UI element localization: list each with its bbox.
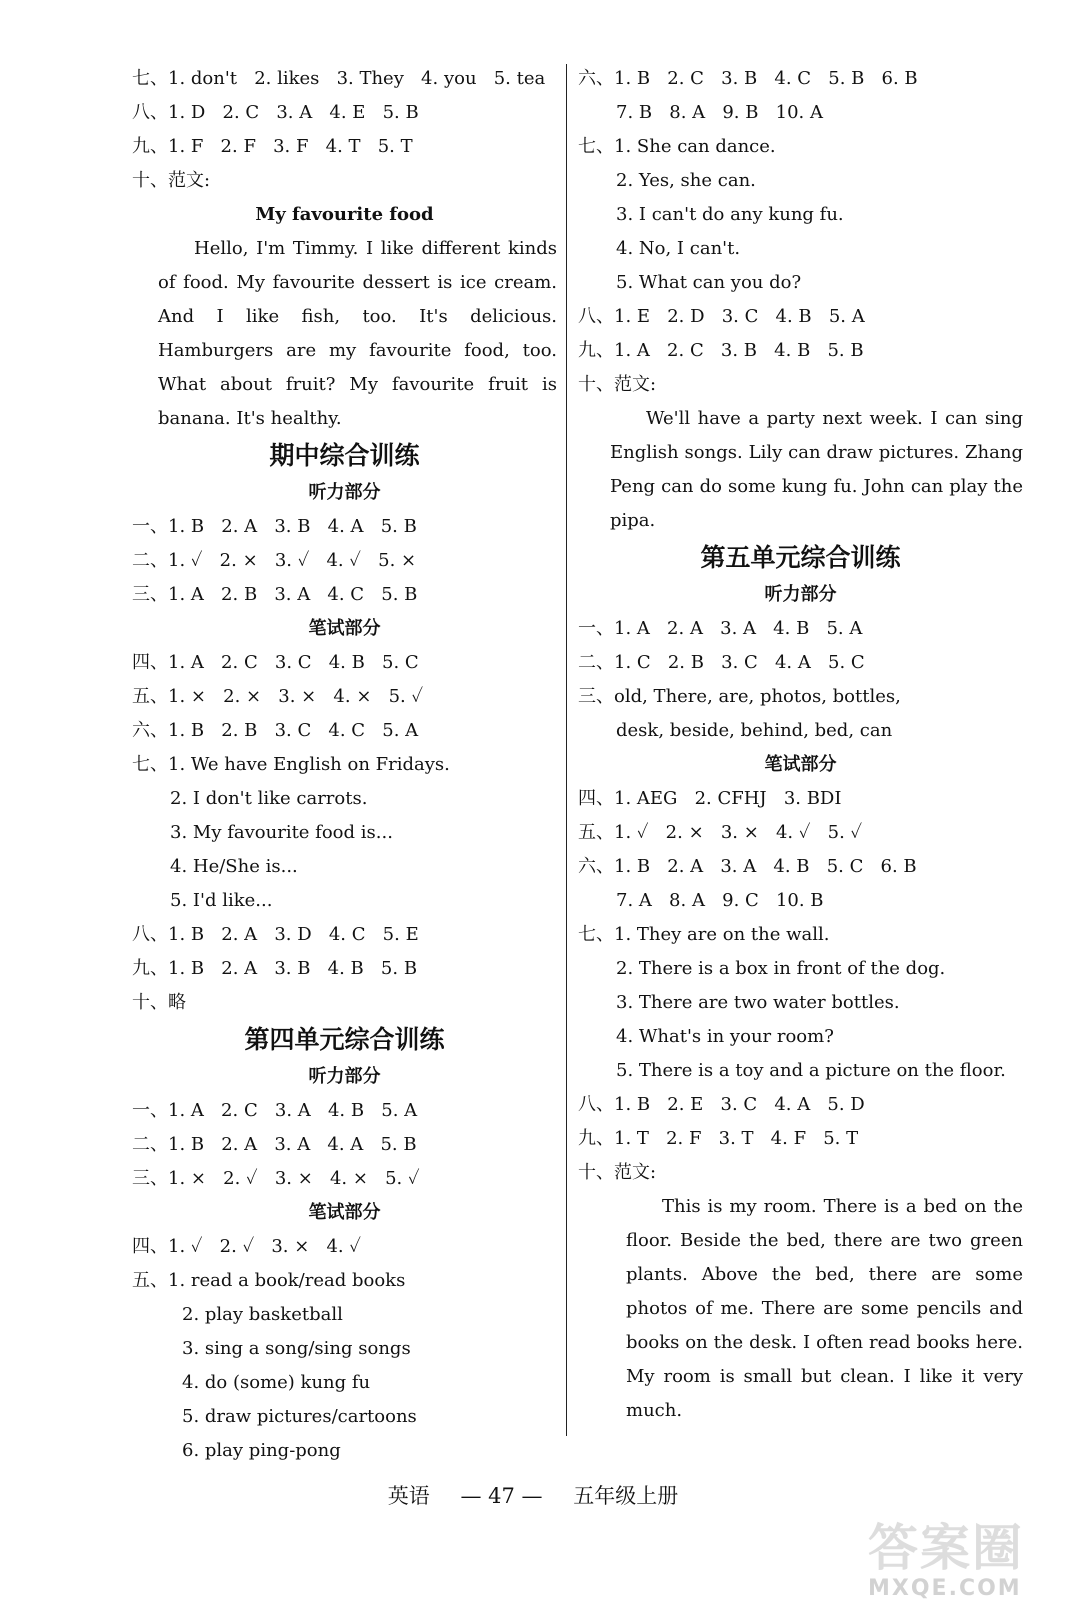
answer-line: 四、1. AEG 2. CFHJ 3. BDI — [578, 788, 842, 809]
page-number: — 47 — — [460, 1484, 543, 1508]
watermark-site: MXQE.COM — [868, 1576, 1022, 1601]
answer-line: desk, beside, behind, bed, can — [616, 720, 893, 741]
answer-line: 五、1. × 2. × 3. × 4. × 5. ✓ — [132, 686, 424, 707]
page-footer — [0, 1480, 1066, 1510]
answer-line: 五、1. read a book/read books — [132, 1270, 406, 1291]
subsection-title: 笔试部分 — [308, 1202, 381, 1223]
subsection-title: 笔试部分 — [308, 618, 381, 639]
subsection-title: 听力部分 — [308, 1066, 381, 1087]
answer-line: 5. draw pictures/cartoons — [182, 1406, 417, 1427]
answer-line: 七、1. They are on the wall. — [578, 924, 830, 945]
answer-line: 二、1. B 2. A 3. A 4. A 5. B — [132, 1134, 417, 1155]
footer-grade: 五年级上册 — [573, 1484, 679, 1508]
answer-line: 4. do (some) kung fu — [182, 1372, 371, 1393]
answer-line: 十、范文: — [132, 170, 211, 191]
answer-line: 5. I'd like... — [170, 890, 273, 911]
essay-title: My favourite food — [255, 204, 434, 225]
essay-paragraph: We'll have a party next week. I can sing English songs. Lily can draw pictures. Zhang Peng can do some kung fu. John can play the pipa. — [610, 408, 1023, 531]
answer-line: 八、1. E 2. D 3. C 4. B 5. A — [578, 306, 865, 327]
answer-line: 六、1. B 2. A 3. A 4. B 5. C 6. B — [578, 856, 917, 877]
subsection-title: 听力部分 — [764, 584, 837, 605]
answer-line: 七、1. She can dance. — [578, 136, 776, 157]
answer-line: 八、1. D 2. C 3. A 4. E 5. B — [132, 102, 419, 123]
answer-line: 5. What can you do? — [616, 272, 802, 293]
answer-line: 七、1. don't 2. likes 3. They 4. you 5. tea — [132, 68, 546, 89]
answer-line: 一、1. A 2. A 3. A 4. B 5. A — [578, 618, 863, 639]
answer-line: 7. A 8. A 9. C 10. B — [616, 890, 824, 911]
answer-line: 4. He/She is... — [170, 856, 298, 877]
answer-line: 2. play basketball — [182, 1304, 343, 1325]
answer-line: 九、1. A 2. C 3. B 4. B 5. B — [578, 340, 864, 361]
answer-line: 八、1. B 2. A 3. D 4. C 5. E — [132, 924, 419, 945]
essay-paragraph: This is my room. There is a bed on the floor. Beside the bed, there are two green plants. Above the bed, there are some photos of me. There are some pencils and books on the desk. I often read books here. My room is small but clean. I like it very much. — [626, 1196, 1023, 1421]
answer-line: 七、1. We have English on Fridays. — [132, 754, 450, 775]
answer-line: 3. sing a song/sing songs — [182, 1338, 411, 1359]
answer-line: 四、1. A 2. C 3. C 4. B 5. C — [132, 652, 419, 673]
left-column — [132, 62, 557, 1468]
answer-line: 3. I can't do any kung fu. — [616, 204, 844, 225]
answer-line: 二、1. C 2. B 3. C 4. A 5. C — [578, 652, 865, 673]
answer-line: 九、1. T 2. F 3. T 4. F 5. T — [578, 1128, 859, 1149]
section-title: 第五单元综合训练 — [700, 543, 901, 572]
watermark-logo — [868, 1508, 1038, 1601]
answer-line: 三、1. × 2. ✓ 3. × 4. × 5. ✓ — [132, 1168, 420, 1189]
answer-line: 三、1. A 2. B 3. A 4. C 5. B — [132, 584, 418, 605]
answer-line: 3. My favourite food is... — [170, 822, 393, 843]
essay-paragraph: Hello, I'm Timmy. I like different kinds of food. My favourite dessert is ice cream. And I like fish, too. It's delicious. Hamburgers are my favourite food, too. What about fruit? My favourite fruit is banana. It's healthy. — [158, 238, 557, 429]
section-title: 第四单元综合训练 — [244, 1025, 445, 1054]
answer-line: 十、范文: — [578, 1162, 657, 1183]
answer-line: 7. B 8. A 9. B 10. A — [616, 102, 823, 123]
right-column — [578, 62, 1023, 1428]
answer-line: 四、1. ✓ 2. ✓ 3. × 4. ✓ — [132, 1236, 361, 1257]
answer-line: 2. There is a box in front of the dog. — [616, 958, 946, 979]
answer-line: 3. There are two water bottles. — [616, 992, 900, 1013]
answer-line: 九、1. B 2. A 3. B 4. B 5. B — [132, 958, 418, 979]
answer-line: 十、范文: — [578, 374, 657, 395]
subsection-title: 听力部分 — [308, 482, 381, 503]
answer-line: 5. There is a toy and a picture on the floor. — [616, 1060, 1006, 1081]
watermark-glyphs: 答案圈 — [868, 1519, 1024, 1577]
answer-line: 2. Yes, she can. — [616, 170, 756, 191]
answer-line: 十、略 — [132, 992, 186, 1013]
answer-line: 九、1. F 2. F 3. F 4. T 5. T — [132, 136, 413, 157]
answer-line: 6. play ping-pong — [182, 1440, 341, 1461]
column-divider — [566, 64, 567, 1436]
answer-line: 六、1. B 2. C 3. B 4. C 5. B 6. B — [578, 68, 918, 89]
answer-line: 五、1. ✓ 2. × 3. × 4. ✓ 5. ✓ — [578, 822, 863, 843]
answer-line: 六、1. B 2. B 3. C 4. C 5. A — [132, 720, 419, 741]
answer-lines-a — [132, 62, 557, 198]
subsection-title: 笔试部分 — [764, 754, 837, 775]
answer-line: 4. No, I can't. — [616, 238, 741, 259]
answer-line: 一、1. B 2. A 3. B 4. A 5. B — [132, 516, 417, 537]
footer-subject: 英语 — [387, 1484, 430, 1508]
answer-line: 三、old, There, are, photos, bottles, — [578, 686, 901, 707]
answer-line: 一、1. A 2. C 3. A 4. B 5. A — [132, 1100, 418, 1121]
answer-line: 八、1. B 2. E 3. C 4. A 5. D — [578, 1094, 865, 1115]
answer-line: 4. What's in your room? — [616, 1026, 834, 1047]
section-title: 期中综合训练 — [269, 441, 420, 470]
answer-line: 二、1. ✓ 2. × 3. ✓ 4. ✓ 5. × — [132, 550, 417, 571]
answer-line: 2. I don't like carrots. — [170, 788, 368, 809]
